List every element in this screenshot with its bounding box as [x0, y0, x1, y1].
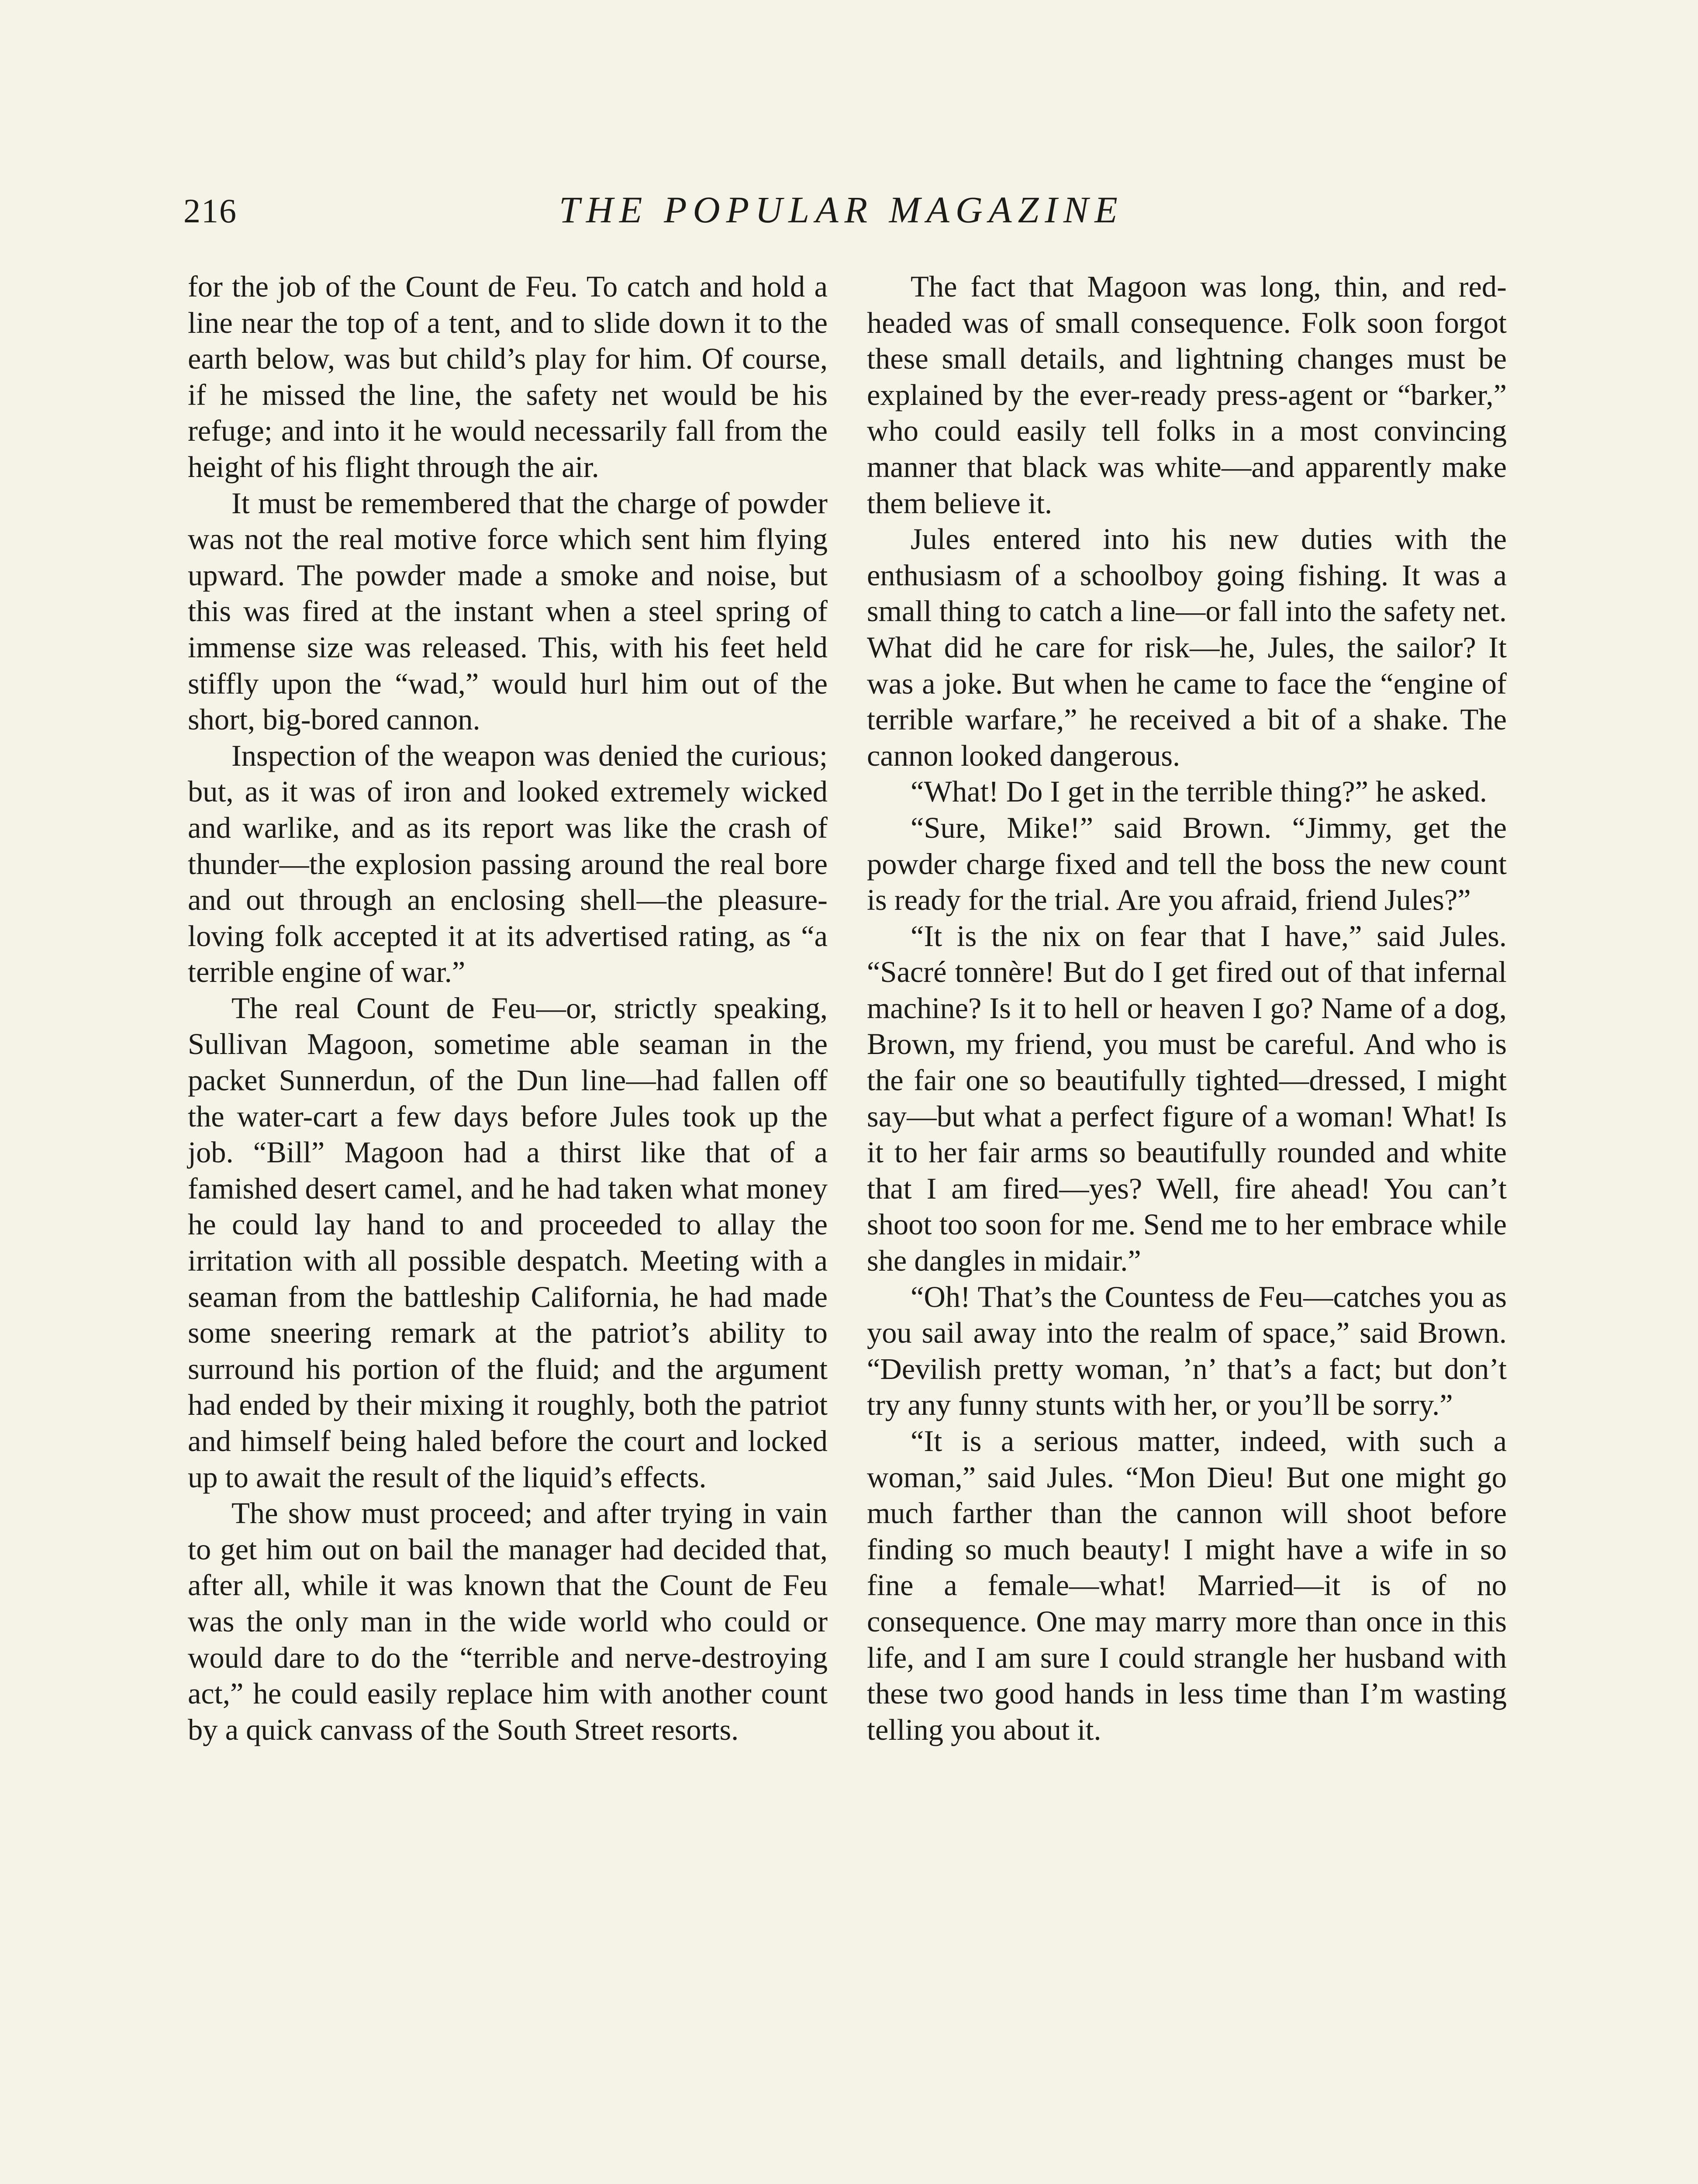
- page-number: 216: [183, 192, 237, 230]
- paragraph: “It is the nix on fear that I have,” said Jules. “Sacré tonnère! But do I get fired out of that infernal machine? Is it to hell or heaven I go? Name of a dog, Brown, my friend, you must be careful. And who is the fair one so beautifully tighted—dressed, I might say—but what a perfect figure of a woman! What! Is it to her fair arms so beautifully rounded and white that I am fired—yes? Well, fire ahead! You can’t shoot too soon for me. Send me to her embrace while she dangles in midair.”: [867, 919, 1507, 1278]
- paragraph: “Sure, Mike!” said Brown. “Jimmy, get the powder charge fixed and tell the boss the new count is ready for the trial. Are you afraid, friend Jules?”: [867, 811, 1507, 917]
- paragraph: The fact that Magoon was long, thin, and red-headed was of small consequence. Folk soon forgot these small details, and lightning changes must be explained by the ever-ready press-agent or “barker,” who could easily tell folks in a most convincing manner that black was white—and apparently make them believe it.: [867, 270, 1507, 520]
- paragraph: The real Count de Feu—or, strictly speaking, Sullivan Magoon, sometime able seaman in the packet Sunnerdun, of the Dun line—had fallen off the water-cart a few days before Jules took up the job. “Bill” Magoon had a thirst like that of a famished desert camel, and he had taken what money he could lay hand to and proceeded to allay the irritation with all possible despatch. Meeting with a seaman from the battleship California, he had made some sneering remark at the patriot’s ability to surround his portion of the fluid; and the argument had ended by their mixing it roughly, both the patriot and himself being haled before the court and locked up to await the result of the liquid’s effects.: [188, 991, 828, 1494]
- paragraph: “Oh! That’s the Countess de Feu—catches you as you sail away into the realm of space,” said Brown. “Devilish pretty woman, ’n’ that’s a fact; but don’t try any funny stunts with her, or you’ll be sorry.”: [867, 1280, 1507, 1422]
- paragraph: “What! Do I get in the terrible thing?” he asked.: [911, 775, 1487, 809]
- paragraph: Jules entered into his new duties with the enthusiasm of a schoolboy going fishing. It was a small thing to catch a line—or fall into the safety net. What did he care for risk—he, Jules, the sailor? It was a joke. But when he came to face the “engine of terrible warfare,” he received a bit of a shake. The cannon looked dangerous.: [867, 522, 1507, 772]
- left-column: [188, 269, 828, 1748]
- page-header: [183, 188, 1520, 240]
- paragraph: Inspection of the weapon was denied the curious; but, as it was of iron and looked extremely wicked and warlike, and as its report was like the crash of thunder—the explosion passing around the real bore and out through an enclosing shell—the pleasure-loving folk accepted it at its advertised rating, as “a terrible engine of war.”: [188, 739, 828, 989]
- paragraph: It must be remembered that the charge of powder was not the real motive force which sent him flying upward. The powder made a smoke and noise, but this was fired at the instant when a steel spring of immense size was released. This, with his feet held stiffly upon the “wad,” would hurl him out of the short, big-bored cannon.: [188, 486, 828, 736]
- running-head: THE POPULAR MAGAZINE: [559, 189, 1124, 231]
- paragraph: “It is a serious matter, indeed, with such a woman,” said Jules. “Mon Dieu! But one might go much farther than the cannon will shoot before finding so much beauty! I might have a wife in so fine a female—what! Married—it is of no consequence. One may marry more than once in this life, and I am sure I could strangle her husband with these two good hands in less time than I’m wasting telling you about it.: [867, 1424, 1507, 1746]
- right-column: [867, 269, 1507, 1748]
- paragraph: for the job of the Count de Feu. To catch and hold a line near the top of a tent, and to slide down it to the earth below, was but child’s play for him. Of course, if he missed the line, the safety net would be his refuge; and into it he would necessarily fall from the height of his flight through the air.: [188, 270, 828, 484]
- paragraph: The show must proceed; and after trying in vain to get him out on bail the manager had decided that, after all, while it was known that the Count de Feu was the only man in the wide world who could or would dare to do the “terrible and nerve-destroying act,” he could easily replace him with another count by a quick canvass of the South Street resorts.: [188, 1496, 828, 1746]
